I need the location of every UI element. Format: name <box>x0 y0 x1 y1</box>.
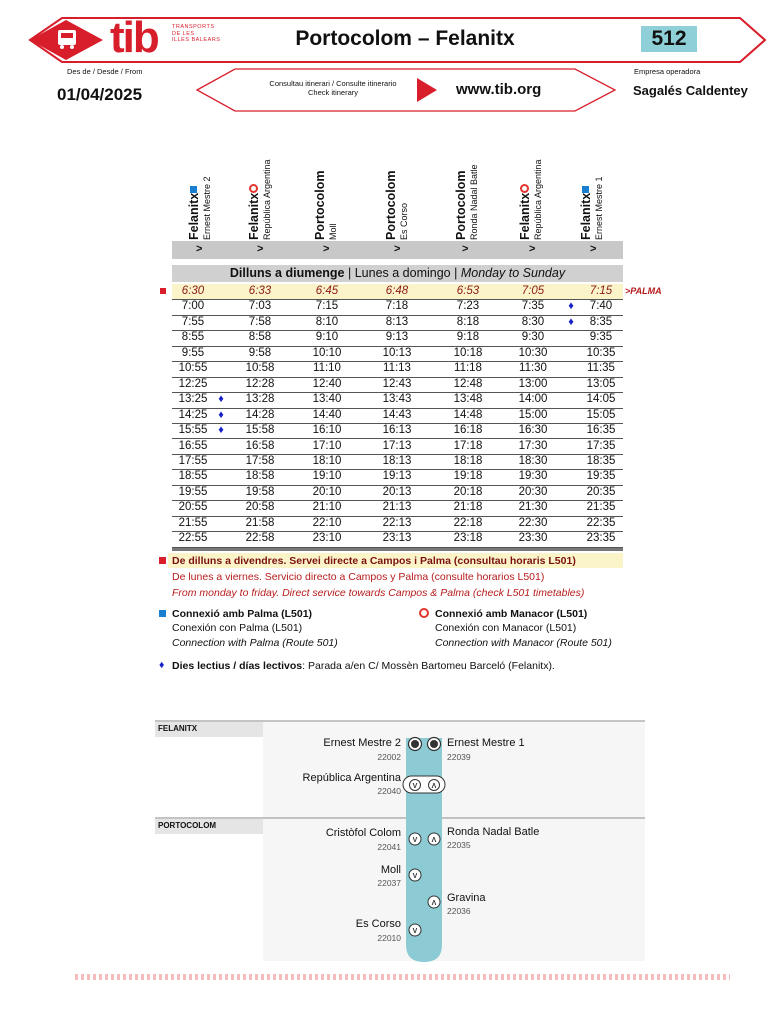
time-cell: 22:55 <box>178 532 208 545</box>
time-cell: 8:35 <box>589 315 613 328</box>
time-cell: 8:30 <box>521 315 545 328</box>
time-cell: 9:55 <box>181 346 205 359</box>
time-cell: 12:40 <box>312 377 342 390</box>
svg-text:Λ: Λ <box>431 837 437 844</box>
day-band: Dilluns a diumenge | Lunes a domingo | Monday to Sunday <box>172 265 623 282</box>
map-stop-moll: Moll <box>380 864 401 876</box>
time-cell: 10:58 <box>245 362 275 375</box>
time-cell: 16:35 <box>586 424 616 437</box>
time-cell: 22:13 <box>382 516 412 529</box>
note-lectius: Dies lectius / días lectivos: Parada a/en C/ Mossèn Bartomeu Barceló (Felanitx). <box>172 660 555 672</box>
time-cell: 22:35 <box>586 516 616 529</box>
table-row <box>172 392 623 408</box>
time-cell: 12:43 <box>382 377 412 390</box>
map-code-22037: 22037 <box>377 878 401 888</box>
map-zone-felanitx: FELANITX <box>158 724 198 733</box>
time-cell: 17:13 <box>382 439 412 452</box>
time-cell: 20:35 <box>586 485 616 498</box>
note-direct-ca: De dilluns a divendres. Servei directe a Campos i Palma (consultau horaris L501) <box>172 555 576 567</box>
note-manacor-ca: Connexió amb Manacor (L501) <box>435 608 588 620</box>
time-cell: 21:13 <box>382 501 412 514</box>
diamond-icon: ♦ <box>218 408 224 421</box>
time-cell: 18:55 <box>178 470 208 483</box>
time-cell: 12:48 <box>453 377 483 390</box>
time-cell: 9:58 <box>248 346 272 359</box>
time-cell: 18:58 <box>245 470 275 483</box>
time-cell: 16:13 <box>382 424 412 437</box>
time-cell: 11:30 <box>519 362 547 375</box>
date: 01/04/2025 <box>57 85 143 104</box>
time-cell: 11:35 <box>587 362 615 375</box>
stop-header: Portocolom Moll <box>313 170 338 240</box>
website-link[interactable]: www.tib.org <box>456 81 542 98</box>
table-row <box>172 531 623 547</box>
from-label: Des de / Desde / From <box>67 67 143 76</box>
table-row <box>172 299 623 315</box>
time-cell: 23:35 <box>586 532 616 545</box>
time-cell: 7:05 <box>521 285 545 297</box>
time-cell: 14:28 <box>245 408 275 421</box>
time-cell: 22:30 <box>518 516 548 529</box>
time-cell: 18:18 <box>453 454 483 467</box>
time-cell: 15:05 <box>586 408 616 421</box>
time-cell: 13:40 <box>312 393 342 406</box>
time-cell: 10:55 <box>178 362 208 375</box>
time-cell: 20:10 <box>312 485 342 498</box>
map-stop-republica-argentina: República Argentina <box>302 772 401 784</box>
time-cell: 21:30 <box>518 501 548 514</box>
time-cell: 8:55 <box>181 331 205 344</box>
direction-arrow-bar: > > > > > > > <box>172 241 623 259</box>
map-stop-es-corso: Es Corso <box>355 918 401 930</box>
note-blue-square-icon <box>159 610 166 617</box>
note-red-circle-icon <box>419 608 429 618</box>
time-cell: 6:33 <box>248 285 272 297</box>
time-cell: 17:10 <box>312 439 342 452</box>
time-cell: 11:13 <box>383 362 411 375</box>
time-cell: 20:18 <box>453 485 483 498</box>
map-code-22040: 22040 <box>377 786 401 796</box>
time-cell: 9:10 <box>315 331 339 344</box>
time-cell: 16:30 <box>518 424 548 437</box>
time-cell: 18:35 <box>586 454 616 467</box>
time-cell: 14:25 <box>178 408 208 421</box>
time-cell: 19:35 <box>586 470 616 483</box>
time-cell: 14:05 <box>586 393 616 406</box>
time-cell: 17:58 <box>245 454 275 467</box>
time-cell: 16:10 <box>312 424 342 437</box>
time-cell: 7:00 <box>181 300 205 313</box>
footer-pattern <box>75 974 730 980</box>
time-cell: 10:35 <box>586 346 616 359</box>
time-cell: 6:48 <box>385 285 409 297</box>
time-cell: 19:58 <box>245 485 275 498</box>
table-row <box>172 408 623 424</box>
line-number-badge: 512 <box>641 26 697 52</box>
palma-tag: >PALMA <box>625 286 662 296</box>
time-cell: 19:13 <box>382 470 412 483</box>
time-cell: 20:55 <box>178 501 208 514</box>
time-cell: 13:43 <box>382 393 412 406</box>
time-cell: 20:30 <box>518 485 548 498</box>
svg-text:Λ: Λ <box>431 783 437 790</box>
time-cell: 22:58 <box>245 532 275 545</box>
map-stop-ronda-nadal-batle: Ronda Nadal Batle <box>447 826 540 838</box>
note-red-square-icon <box>159 557 166 564</box>
time-cell: 10:10 <box>312 346 342 359</box>
time-cell: 7:18 <box>385 300 409 313</box>
time-cell: 15:00 <box>518 408 548 421</box>
time-cell: 17:18 <box>453 439 483 452</box>
time-cell: 19:18 <box>453 470 483 483</box>
table-row <box>172 377 623 393</box>
time-cell: 19:55 <box>178 485 208 498</box>
stop-header: Portocolom Ronda Nadal Batle <box>454 164 479 240</box>
table-row <box>172 439 623 455</box>
time-cell: 13:25 <box>178 393 208 406</box>
map-stop-gravina: Gravina <box>447 892 486 904</box>
time-cell: 16:55 <box>178 439 208 452</box>
note-manacor-es: Conexión con Manacor (L501) <box>435 622 577 634</box>
time-cell: 12:28 <box>245 377 275 390</box>
table-row <box>172 516 623 532</box>
time-cell: 7:15 <box>589 285 613 297</box>
time-cell: 7:58 <box>248 315 272 328</box>
table-bottom-rule <box>172 548 623 551</box>
time-cell: 8:18 <box>456 315 480 328</box>
time-cell: 9:13 <box>385 331 409 344</box>
time-cell: 9:18 <box>456 331 480 344</box>
time-cell: 23:18 <box>453 532 483 545</box>
time-cell: 16:58 <box>245 439 275 452</box>
time-cell: 20:13 <box>382 485 412 498</box>
svg-text:V: V <box>412 837 418 844</box>
time-cell: 19:10 <box>312 470 342 483</box>
time-cell: 7:35 <box>521 300 545 313</box>
time-cell: 13:28 <box>245 393 275 406</box>
time-cell: 17:55 <box>178 454 208 467</box>
diamond-icon: ♦ <box>159 659 165 671</box>
table-row <box>172 454 623 470</box>
table-row <box>172 361 623 377</box>
time-cell: 8:13 <box>385 315 409 328</box>
time-cell: 22:10 <box>312 516 342 529</box>
diamond-icon: ♦ <box>218 424 224 437</box>
stop-header: Felanitx República Argentina <box>247 159 272 240</box>
time-cell: 16:18 <box>453 424 483 437</box>
time-cell: 23:30 <box>518 532 548 545</box>
map-code-22002: 22002 <box>377 752 401 762</box>
time-cell: 6:53 <box>456 285 480 297</box>
time-cell: 13:05 <box>586 377 616 390</box>
brand-logo: tib <box>110 13 158 62</box>
time-cell: 10:18 <box>453 346 483 359</box>
map-zone-portocolom: PORTOCOLOM <box>158 821 217 830</box>
map-stop-ernest-mestre-2: Ernest Mestre 2 <box>323 737 401 749</box>
time-cell: 7:03 <box>248 300 272 313</box>
time-cell: 11:18 <box>454 362 482 375</box>
time-cell: 14:43 <box>382 408 412 421</box>
direct-service-marker <box>160 288 166 294</box>
time-cell: 14:48 <box>453 408 483 421</box>
time-cell: 17:35 <box>586 439 616 452</box>
time-cell: 18:10 <box>312 454 342 467</box>
operator-label: Empresa operadora <box>634 67 701 76</box>
time-cell: 17:30 <box>518 439 548 452</box>
time-cell: 15:55 <box>178 424 208 437</box>
time-cell: 6:45 <box>315 285 339 297</box>
time-cell: 22:18 <box>453 516 483 529</box>
time-cell: 9:30 <box>521 331 545 344</box>
time-cell: 23:13 <box>382 532 412 545</box>
time-cell: 15:58 <box>245 424 275 437</box>
note-manacor-en: Connection with Manacor (Route 501) <box>435 637 612 649</box>
time-cell: 18:30 <box>518 454 548 467</box>
time-cell: 8:10 <box>315 315 339 328</box>
time-cell: 14:40 <box>312 408 342 421</box>
map-code-22035: 22035 <box>447 840 471 850</box>
time-cell: 6:30 <box>181 285 205 297</box>
time-cell: 7:23 <box>456 300 480 313</box>
table-row <box>172 485 623 501</box>
route-title: Portocolom – Felanitx <box>295 27 515 50</box>
time-cell: 21:35 <box>586 501 616 514</box>
time-cell: 8:58 <box>248 331 272 344</box>
time-cell: 21:55 <box>178 516 208 529</box>
operator-name: Sagalés Caldentey <box>633 83 748 98</box>
time-cell: 7:40 <box>589 300 613 313</box>
time-cell: 18:13 <box>382 454 412 467</box>
time-cell: 7:15 <box>315 300 339 313</box>
svg-text:Λ: Λ <box>431 900 437 907</box>
table-row <box>172 469 623 485</box>
map-code-22010: 22010 <box>377 933 401 943</box>
itinerary-text: Consultau itinerari / Consulte itinerario Check itinerary <box>269 79 397 97</box>
table-row <box>172 423 623 439</box>
note-palma-es: Conexión con Palma (L501) <box>172 622 303 634</box>
time-cell: 9:35 <box>589 331 613 344</box>
time-cell: 10:30 <box>518 346 548 359</box>
itinerary-banner <box>195 68 620 112</box>
svg-text:V: V <box>412 928 418 935</box>
stop-header: Felanitx Ernest Mestre 1 <box>579 176 604 240</box>
time-cell: 14:00 <box>518 393 548 406</box>
table-row <box>172 315 623 331</box>
map-code-22039: 22039 <box>447 752 471 762</box>
svg-text:V: V <box>412 873 418 880</box>
time-cell: 7:55 <box>181 315 205 328</box>
diamond-icon: ♦ <box>218 393 224 406</box>
table-row <box>172 346 623 362</box>
time-cell: 23:10 <box>312 532 342 545</box>
time-cell: 12:25 <box>178 377 208 390</box>
map-code-22041: 22041 <box>377 842 401 852</box>
note-direct-es: De lunes a viernes. Servicio directo a Campos y Palma (consulte horarios L501) <box>172 571 545 583</box>
table-row <box>172 284 623 300</box>
note-direct-en: From monday to friday. Direct service towards Campos & Palma (check L501 timetables) <box>172 587 585 599</box>
svg-text:V: V <box>412 783 418 790</box>
time-cell: 13:48 <box>453 393 483 406</box>
stop-header: Felanitx Ernest Mestre 2 <box>187 176 212 240</box>
time-cell: 11:10 <box>313 362 341 375</box>
stop-header: Felanitx República Argentina <box>518 159 543 240</box>
time-cell: 21:10 <box>312 501 342 514</box>
map-stop-cristofol-colom: Cristòfol Colom <box>325 827 401 839</box>
stop-header: Portocolom Es Corso <box>384 170 409 240</box>
time-cell: 19:30 <box>518 470 548 483</box>
table-row <box>172 500 623 516</box>
time-cell: 13:00 <box>518 377 548 390</box>
diamond-icon: ♦ <box>568 315 574 328</box>
time-cell: 20:58 <box>245 501 275 514</box>
note-palma-en: Connection with Palma (Route 501) <box>172 637 338 649</box>
table-row <box>172 330 623 346</box>
time-cell: 21:18 <box>453 501 483 514</box>
diamond-icon: ♦ <box>568 300 574 313</box>
map-code-22036: 22036 <box>447 906 471 916</box>
map-stop-ernest-mestre-1: Ernest Mestre 1 <box>447 737 525 749</box>
time-cell: 10:13 <box>382 346 412 359</box>
time-cell: 21:58 <box>245 516 275 529</box>
brand-subtitle: TRANSPORTS DE LES ILLES BALEARS <box>172 24 221 43</box>
note-palma-ca: Connexió amb Palma (L501) <box>172 608 313 620</box>
